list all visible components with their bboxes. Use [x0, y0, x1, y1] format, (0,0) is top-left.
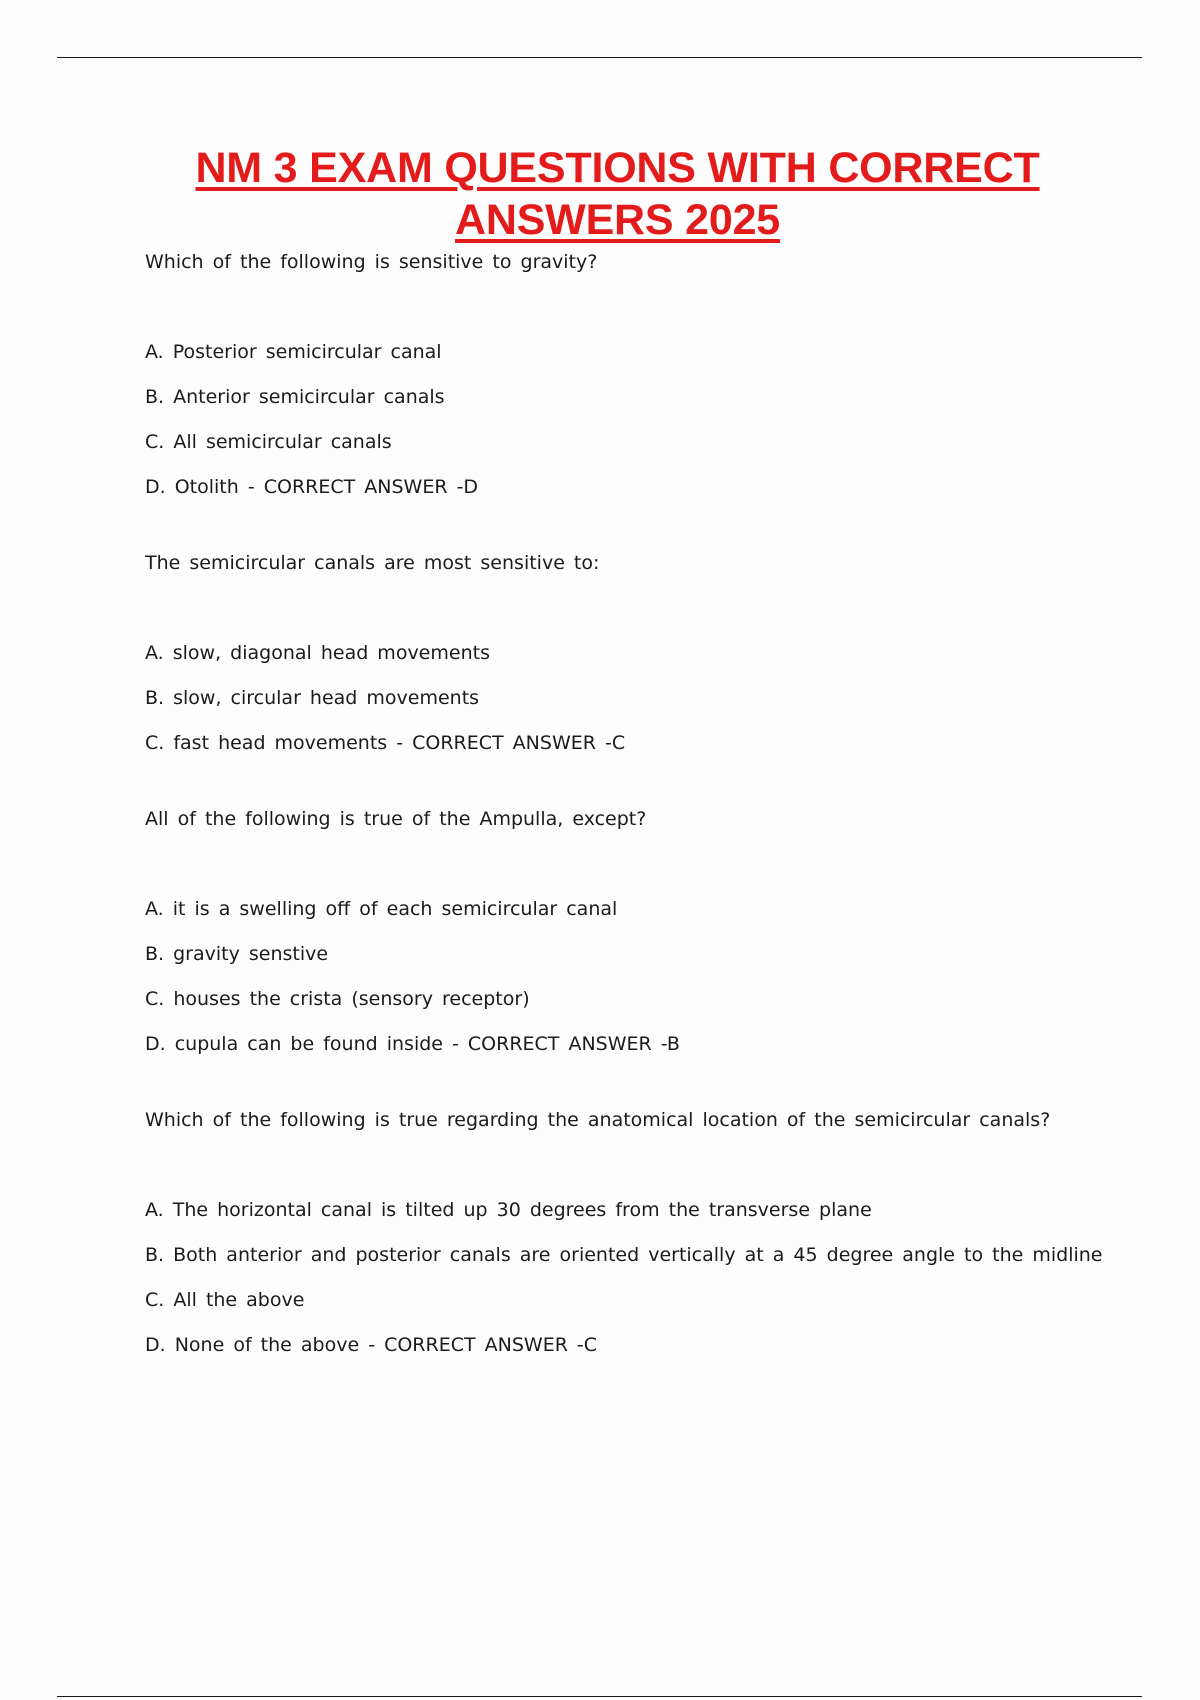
option-d: D. cupula can be found inside - CORRECT ANSWER -B	[145, 1033, 680, 1055]
questions-list	[145, 247, 1105, 1375]
top-rule	[57, 57, 1142, 58]
question-text: Which of the following is sensitive to gravity?	[145, 251, 598, 273]
option-d: D. Otolith - CORRECT ANSWER -D	[145, 476, 479, 498]
option-a: A. slow, diagonal head movements	[145, 642, 490, 664]
options-list	[145, 337, 1105, 502]
option-d: D. None of the above - CORRECT ANSWER -C	[145, 1334, 598, 1356]
question-text: The semicircular canals are most sensitive to:	[145, 552, 600, 574]
option-b: B. Both anterior and posterior canals are oriented vertically at a 45 degree angle to the midline	[145, 1244, 1103, 1266]
options-list	[145, 894, 1105, 1059]
option-c: C. All the above	[145, 1289, 305, 1311]
bottom-rule	[57, 1696, 1142, 1697]
question-block-2	[145, 548, 1105, 758]
question-text: Which of the following is true regarding the anatomical location of the semicircular canals?	[145, 1109, 1051, 1131]
option-c: C. fast head movements - CORRECT ANSWER -C	[145, 732, 626, 754]
option-b: B. gravity senstive	[145, 943, 329, 965]
option-a: A. it is a swelling off of each semicircular canal	[145, 898, 618, 920]
options-list	[145, 638, 1105, 758]
options-list	[145, 1195, 1105, 1360]
question-block-1	[145, 247, 1105, 502]
option-a: A. Posterior semicircular canal	[145, 341, 442, 363]
document-title-text: NM 3 EXAM QUESTIONS WITH CORRECT ANSWERS 2025	[195, 144, 1040, 244]
question-block-4	[145, 1105, 1105, 1360]
option-c: C. All semicircular canals	[145, 431, 392, 453]
option-b: B. Anterior semicircular canals	[145, 386, 445, 408]
question-text: All of the following is true of the Ampulla, except?	[145, 808, 647, 830]
document-title	[120, 142, 1115, 246]
option-b: B. slow, circular head movements	[145, 687, 480, 709]
question-block-3	[145, 804, 1105, 1059]
option-c: C. houses the crista (sensory receptor)	[145, 988, 530, 1010]
option-a: A. The horizontal canal is tilted up 30 degrees from the transverse plane	[145, 1199, 872, 1221]
